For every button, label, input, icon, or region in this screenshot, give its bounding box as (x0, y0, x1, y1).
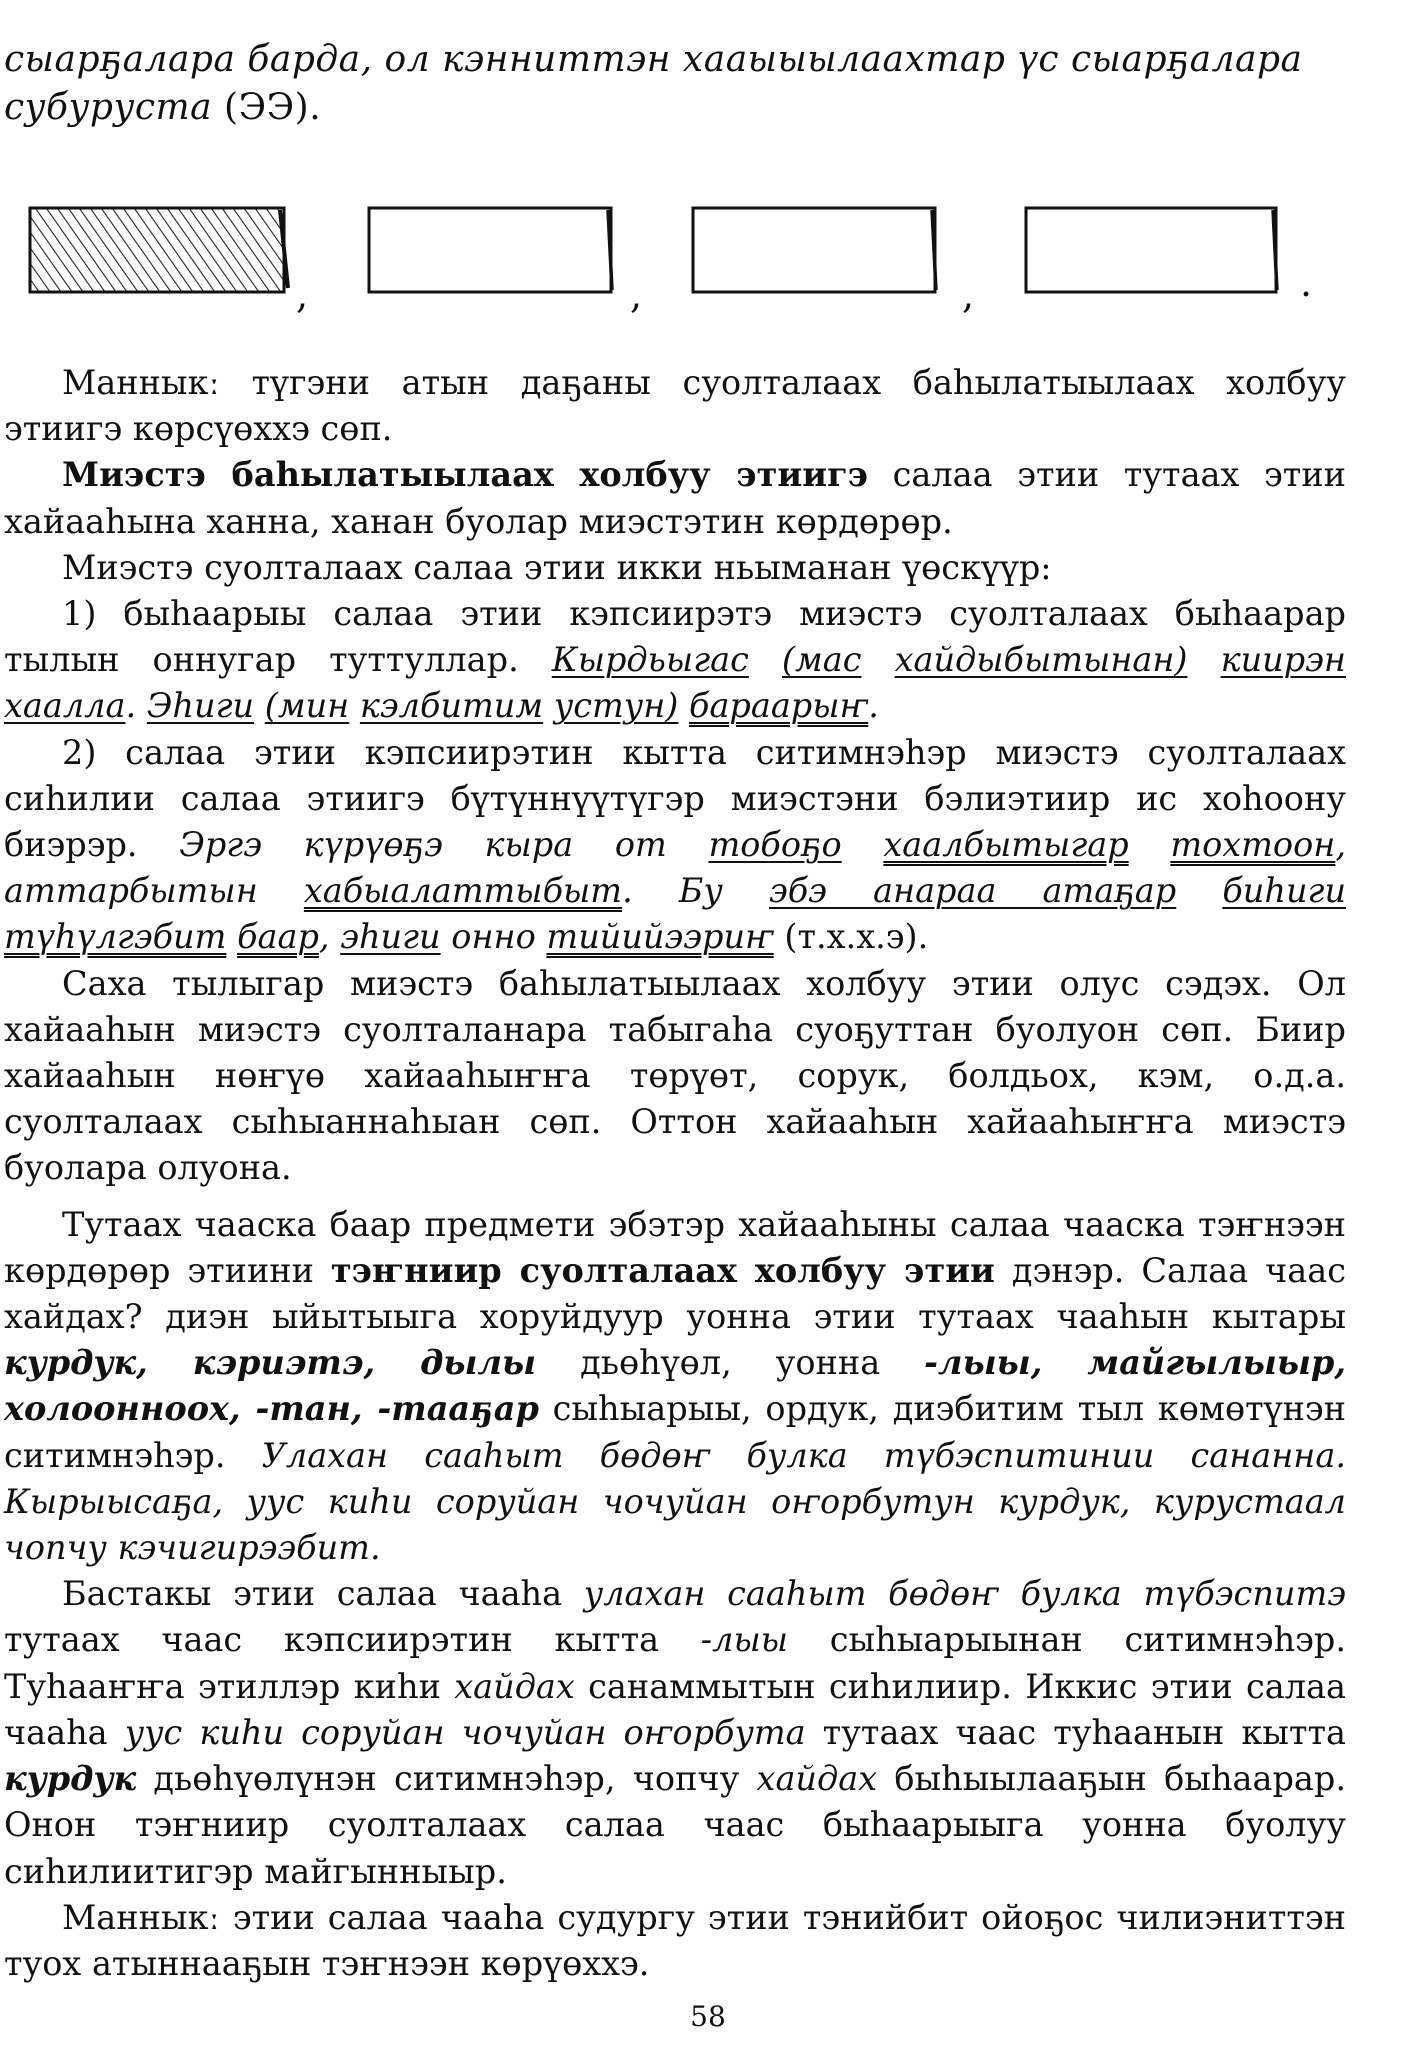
example-punct: . (868, 686, 879, 726)
example-word: тобоҕо (708, 825, 842, 865)
example-text: -лыы (700, 1620, 789, 1660)
example-text: улахан сааһыт бөдөҥ булка түбэспитэ (583, 1574, 1346, 1614)
paragraph-8-text: сыһыарыынан ситимнэһэр. Туһааҥҥа этиллэр киһи (4, 1620, 1346, 1706)
paragraph-8-text: тутаах чаас туһаанын кытта (805, 1712, 1346, 1752)
example-word: түһүлгэбит (4, 917, 227, 957)
example-word: эбэ анараа атаҕар (768, 871, 1177, 911)
separator-comma-1: , (296, 273, 309, 317)
term-comparative-clause: тэҥниир суолталаах холбуу этии (330, 1250, 995, 1290)
example-word: тийийээриҥ (546, 917, 774, 957)
empty-box-1 (369, 208, 612, 292)
paragraph-5 (4, 730, 1346, 961)
lead-tail-text: (ЭЭ). (212, 87, 322, 128)
keyword-list: -лыы, майгылыыр, холоонноох, -тан, -тааҕар (4, 1343, 1347, 1429)
paragraph-8-text: тутаах чаас кэпсиирэтин кытта (4, 1620, 701, 1660)
paragraph-9: Манныкː этии салаа чааһа судургу этии тэнийбит ойоҕос чилиэниттэн туох атыннааҕын тэҥнээн көрүөххэ. (4, 1897, 1346, 1983)
example-punct: , (318, 917, 341, 957)
example-text: уус киһи соруйан чочуйан оҥорбута (124, 1712, 806, 1752)
paragraph-3: Миэстэ суолталаах салаа этии икки ньыманан үөскүүр: (62, 547, 1052, 587)
example-text: хайдах (756, 1759, 878, 1799)
paragraph-5-text: 2) салаа этии кэпсиирэтин кытта ситимнэһэр миэстэ суолталаах сиһилии салаа этиигэ бүтүннүүтүгэр миэстэни бэлиэтиир ис хоһоону биэрэр. (4, 732, 1346, 865)
example-word: хайдыбытынан) (894, 640, 1188, 680)
paragraph-7-text: Тутаах чааска баар предмети эбэтэр хайааһыны салаа чааска тэҥнээн көрдөрөр этиини (4, 1204, 1346, 1290)
example-text: онно (440, 917, 547, 957)
paragraph-7 (4, 1202, 1346, 1572)
paragraph-1: Манныкː түгэни атын даҕаны суолталаах баһылатыылаах холбуу этиигэ көрсүөххэ сөп. (4, 363, 1346, 449)
example-word: (мас (781, 640, 862, 680)
paragraph-2-text: салаа этии тутаах этии хайааһына ханна, ханан буолар миэстэтин көрдөрөр. (4, 455, 1346, 541)
paragraph-6: Саха тылыгар миэстэ баһылатыылаах холбуу этии олус сэдэх. Ол хайааһын миэстэ суолталанара табыгаһа суоҕуттан буолуон сөп. Биир хайааһын нөҥүө хайааһыҥҥа төрүөт, сорук, болдьох, кэм, о.д.а. суолталаах сыһыаннаһыан сөп. Оттон хайааһын хайааһыҥҥа миэстэ буолара олуона. (4, 963, 1346, 1188)
separator-comma-2: , (630, 273, 643, 317)
example-word: тохтоон (1170, 825, 1336, 865)
paragraph-7-text: дэнэр. Салаа чаас хайдах? диэн ыйытыыга хоруйдуур уонна этии тутаах чааһын кытары (4, 1250, 1346, 1337)
page-number: 58 (690, 2000, 726, 2033)
example-word: Кырдьыгас (551, 640, 749, 680)
paragraph-7-text: дьөһүөл, уонна (536, 1343, 925, 1383)
example-word: бараарыҥ (689, 686, 869, 726)
example-word: киирэн (1220, 640, 1346, 680)
empty-box-3 (1026, 208, 1277, 292)
example-text: . Бу (622, 871, 769, 911)
keyword-list: курдук, кэриэтэ, дылы (4, 1343, 537, 1383)
paragraph-8-text: дьөһүөлүнэн ситимнэһэр, чопчу (136, 1759, 757, 1799)
empty-box-2 (693, 208, 936, 292)
example-word: устун) (553, 686, 679, 726)
example-word: кэлбитим (359, 686, 544, 726)
example-text: Улахан сааһыт бөдөҥ булка түбэспитинии сананна. Кырыысаҕа, уус киһи соруйан чочуйан оҥорбутун курдук, курустаал чопчу кэчигирээбит. (4, 1435, 1346, 1568)
box-diagram (0, 190, 1416, 340)
source-abbreviation: (т.х.х.э). (773, 917, 929, 957)
lead-italic-text: сыарҕалара барда, ол кэнниттэн хааыыылаахтар үс сыарҕалара субурустa (4, 39, 1303, 128)
paragraph-7-text: сыһыарыы, ордук, диэбитим тыл көмөтүнэн ситимнэһэр. (4, 1389, 1347, 1475)
diagram-end-period: . (1300, 261, 1313, 305)
paragraph-8-text: санаммытын сиһилиир. Иккис этии салаа чааһа (4, 1666, 1346, 1752)
hatched-box (30, 208, 288, 292)
separator-comma-3: , (962, 273, 975, 317)
example-word: хаалбытыгар (883, 825, 1129, 865)
example-word: хабыалаттыбыт (303, 871, 623, 911)
lead-paragraph (4, 36, 1350, 132)
example-word: Эһиги (146, 686, 255, 726)
body-text (4, 360, 1346, 1987)
example-word: эһиги (340, 917, 441, 957)
example-text: Эргэ күрүөҕэ кыра от (179, 825, 709, 865)
example-word: хаалла (4, 686, 126, 726)
paragraph-8-text: быһыылааҕын быһаарар. Онон тэҥниир суолталаах салаа чаас быһаарыыга уонна буолуу сиһилиитигэр майгынныыр. (4, 1759, 1346, 1891)
example-punct: . (125, 686, 147, 726)
example-word: биһиги (1222, 871, 1347, 911)
example-text: , аттарбытын (4, 825, 1346, 911)
paragraph-8-text: Бастакы этии салаа чааһа (62, 1574, 584, 1614)
example-word: баар (237, 917, 319, 957)
paragraph-8 (4, 1571, 1346, 1894)
example-word: (мин (264, 686, 350, 726)
paragraph-2 (4, 452, 1346, 544)
term-place-clause: Миэстэ баһылатыылаах холбуу этиигэ (62, 455, 868, 495)
keyword: курдук (4, 1759, 137, 1799)
paragraph-4-text: 1) быһаарыы салаа этии кэпсиирэтэ миэстэ суолталаах быһаарар тылын оннугар туттуллар. (4, 594, 1346, 680)
example-text: хайдах (454, 1666, 575, 1706)
paragraph-4 (4, 591, 1346, 730)
